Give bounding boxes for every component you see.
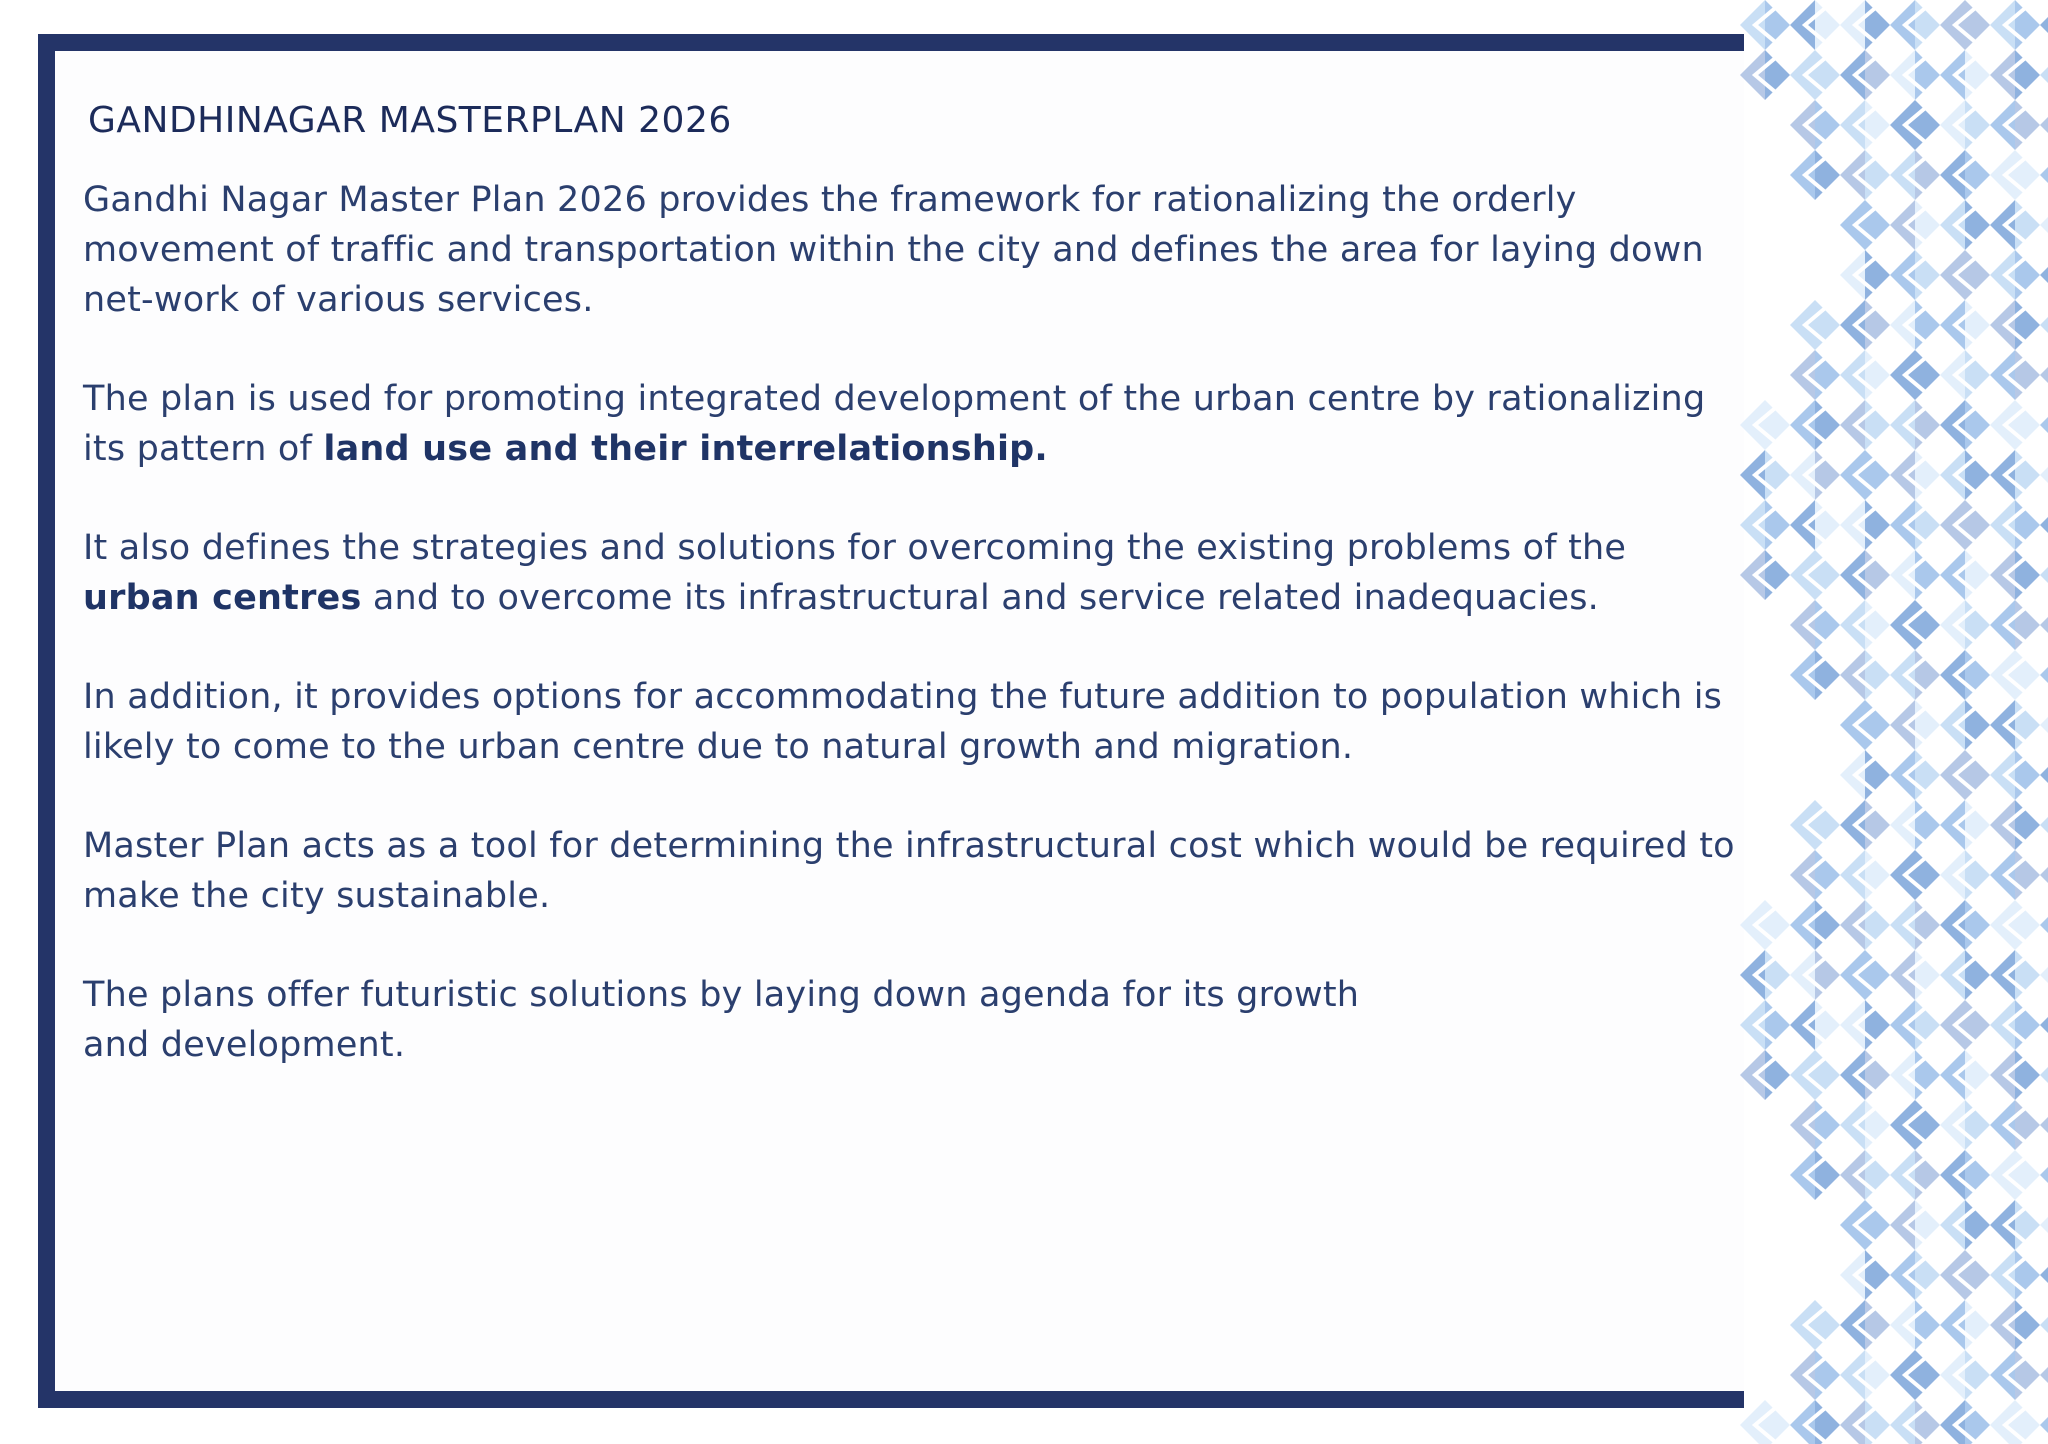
paragraph-text-line2: and development. <box>83 1025 406 1065</box>
paragraph-text: In addition, it provides options for accommodating the future addition to population which is likely to come to the urban centre due to natural growth and migration. <box>83 677 1723 767</box>
pattern-triangle <box>2040 400 2048 450</box>
paragraph-text: The plan is used for promoting integrated development of the urban centre by rationalizing its pattern of <box>83 379 1706 469</box>
paragraph-integrated-development <box>83 374 1743 474</box>
paragraph-text: The plans offer futuristic solutions by laying down agenda for its growth <box>83 975 1360 1015</box>
pattern-triangle <box>2040 1050 2048 1100</box>
emphasis-urban-centres: urban centres <box>83 578 362 618</box>
paragraph-infrastructural-cost <box>83 821 1743 921</box>
paragraph-futuristic-solutions <box>83 970 1743 1070</box>
page-title: GANDHINAGAR MASTERPLAN 2026 <box>88 100 732 141</box>
pattern-triangle <box>2040 150 2048 200</box>
paragraph-text-after: and to overcome its infrastructural and service related inadequacies. <box>361 578 1600 618</box>
pattern-triangle <box>2040 950 2048 1000</box>
pattern-triangle <box>2040 1200 2048 1250</box>
pattern-triangle <box>2040 0 2048 50</box>
chevron-pattern-decoration <box>1740 0 2048 1444</box>
pattern-triangle <box>2040 750 2048 800</box>
pattern-triangle <box>2040 850 2048 900</box>
pattern-triangle <box>2040 200 2048 250</box>
paragraph-text: It also defines the strategies and solutions for overcoming the existing problems of the <box>83 528 1627 568</box>
pattern-triangle <box>2040 450 2048 500</box>
pattern-triangle <box>2040 1400 2048 1444</box>
pattern-triangle <box>2040 250 2048 300</box>
pattern-triangle <box>2040 600 2048 650</box>
pattern-triangle <box>2040 50 2048 100</box>
paragraph-framework <box>83 175 1743 325</box>
pattern-triangle <box>2040 1350 2048 1400</box>
pattern-triangle <box>2040 550 2048 600</box>
pattern-triangle <box>2040 300 2048 350</box>
pattern-triangle <box>2040 1150 2048 1200</box>
pattern-triangle <box>2040 100 2048 150</box>
pattern-triangle <box>2040 900 2048 950</box>
pattern-triangle <box>2040 1300 2048 1350</box>
pattern-triangle <box>2040 800 2048 850</box>
paragraph-text: Gandhi Nagar Master Plan 2026 provides the framework for rationalizing the orderly movement of traffic and transportation within the city and defines the area for laying down net-work of various services. <box>83 180 1704 320</box>
pattern-triangle <box>2040 1000 2048 1050</box>
paragraph-population <box>83 672 1743 772</box>
pattern-triangle <box>2040 650 2048 700</box>
pattern-triangle <box>2040 500 2048 550</box>
paragraph-text: Master Plan acts as a tool for determining the infrastructural cost which would be required to make the city sustainable. <box>83 826 1735 916</box>
pattern-triangle <box>2040 1250 2048 1300</box>
body-text <box>83 175 1743 1119</box>
paragraph-strategies <box>83 523 1743 623</box>
pattern-triangle <box>2040 700 2048 750</box>
pattern-triangle <box>2040 350 2048 400</box>
pattern-triangle <box>2040 1100 2048 1150</box>
emphasis-land-use: land use and their interrelationship. <box>323 429 1048 469</box>
